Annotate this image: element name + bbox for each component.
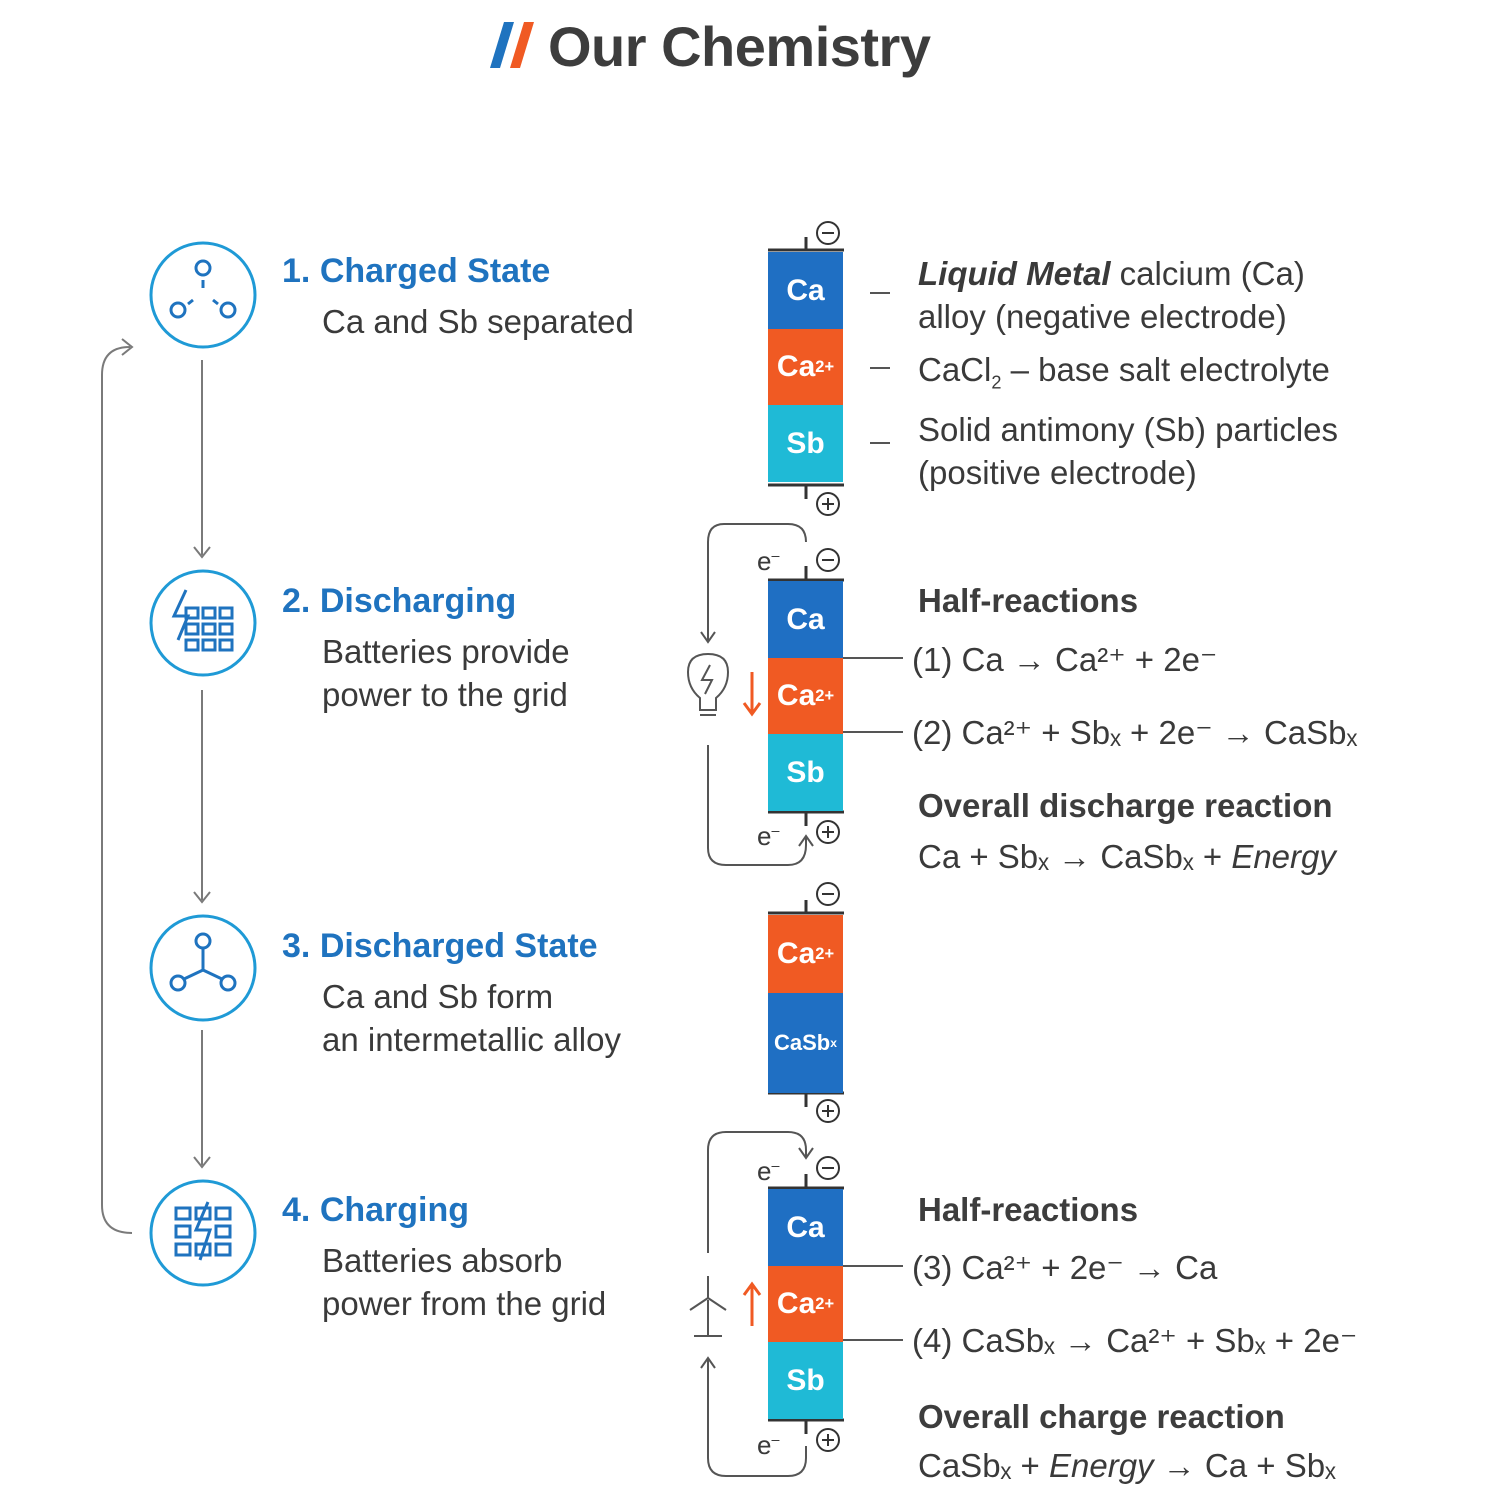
- step-3-desc: Ca and Sb form an intermetallic alloy: [322, 978, 621, 1058]
- electron-label-bottom-2: e–: [757, 821, 780, 851]
- legend-sb: Solid antimony (Sb) particles (positive electrode): [918, 411, 1339, 491]
- legend-ca: Liquid Metal calcium (Ca) alloy (negative electrode): [918, 255, 1305, 335]
- step-2-desc: Batteries provide power to the grid: [322, 633, 570, 713]
- step-3-icon: [148, 913, 258, 1028]
- cell-3-casb-layer: CaSb x: [768, 993, 843, 1093]
- cell-2-ion-layer: Ca 2+: [768, 658, 843, 734]
- battery-grid-discharge-icon: [148, 568, 258, 678]
- discharge-overall-heading: Overall discharge reaction: [918, 787, 1333, 824]
- up-arrow-icon: [744, 1284, 760, 1326]
- cycle-flow-arrows: [90, 230, 230, 1310]
- step-1-icon: [148, 240, 258, 355]
- cell-1-ca-layer: Ca: [768, 252, 843, 329]
- molecule-separated-icon: [148, 240, 258, 350]
- title-slash-icon: [490, 22, 546, 68]
- discharge-overall-equation: Ca + Sbₓ → CaSbₓ + Energy: [918, 838, 1336, 875]
- cell-4-ca-layer: Ca: [768, 1189, 843, 1266]
- cell-1-sb-layer: Sb: [768, 405, 843, 482]
- charge-overall-heading: Overall charge reaction: [918, 1398, 1285, 1435]
- electron-label-top-4: e–: [757, 1156, 780, 1186]
- charge-reaction-4: (4) CaSbₓ → Ca²⁺ + Sbₓ + 2e⁻: [912, 1322, 1358, 1359]
- cell-2: [768, 581, 843, 811]
- cell-1: [768, 252, 843, 482]
- legend-electrolyte: CaCl$_2$ – base salt electrolyte: [918, 351, 1330, 393]
- cell-3: [768, 915, 843, 1093]
- discharge-half-heading: Half-reactions: [918, 582, 1139, 619]
- step-4-icon: [148, 1178, 258, 1293]
- charge-overall-equation: CaSbₓ + Energy → Ca + Sbₓ: [918, 1447, 1336, 1484]
- reaction-leader-lines-4: [843, 1258, 908, 1348]
- wind-turbine-icon: [690, 1276, 726, 1336]
- page-title: Our Chemistry: [548, 15, 931, 78]
- cell-4-ion-layer: Ca 2+: [768, 1266, 843, 1342]
- step-4-title: 4. Charging: [282, 1191, 470, 1229]
- lightbulb-icon: [688, 654, 728, 715]
- cell-3-ion-layer: Ca 2+: [768, 915, 843, 993]
- step-2-title: 2. Discharging: [282, 582, 517, 620]
- charge-reaction-3: (3) Ca²⁺ + 2e⁻ → Ca: [912, 1249, 1218, 1286]
- step-1-desc: Ca and Sb separated: [322, 303, 634, 340]
- cell-1-ion-layer: Ca 2+: [768, 329, 843, 405]
- cell-2-sb-layer: Sb: [768, 734, 843, 811]
- battery-grid-charge-icon: [148, 1178, 258, 1288]
- step-2-icon: [148, 568, 258, 683]
- step-1-title: 1. Charged State: [282, 252, 551, 290]
- discharge-reaction-2: (2) Ca²⁺ + Sbₓ + 2e⁻ → CaSbₓ: [912, 714, 1358, 751]
- electron-label-top-2: e–: [757, 546, 780, 576]
- electron-label-bottom-4: e–: [757, 1430, 780, 1460]
- cell-4: [768, 1189, 843, 1419]
- step-3-title: 3. Discharged State: [282, 927, 598, 965]
- legend-leader-lines: [868, 285, 898, 455]
- discharge-reaction-1: (1) Ca → Ca²⁺ + 2e⁻: [912, 641, 1218, 678]
- charge-half-heading: Half-reactions: [918, 1191, 1139, 1228]
- cell-2-ca-layer: Ca: [768, 581, 843, 658]
- step-4-desc: Batteries absorb power from the grid: [322, 1242, 607, 1322]
- reaction-leader-lines-2: [843, 650, 908, 740]
- molecule-bonded-icon: [148, 913, 258, 1023]
- down-arrow-icon: [744, 672, 760, 714]
- cell-4-sb-layer: Sb: [768, 1342, 843, 1419]
